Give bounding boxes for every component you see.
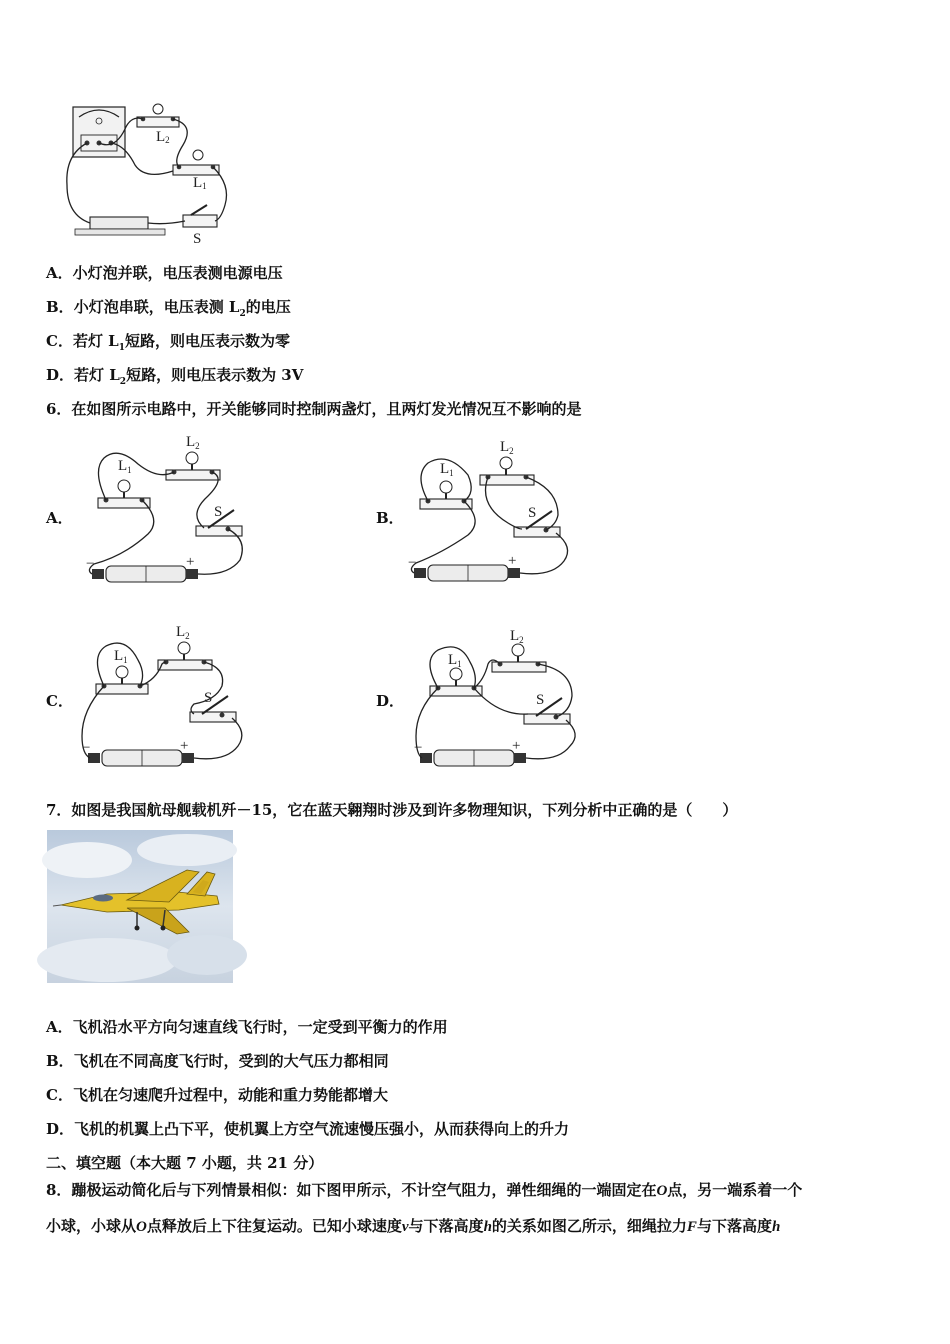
q5-option-a: A．小灯泡并联，电压表测电源电压 xyxy=(46,264,283,282)
q7-option-c: C．飞机在匀速爬升过程中，动能和重力势能都增大 xyxy=(46,1086,388,1104)
label-minus: − xyxy=(82,740,91,756)
label-s: S xyxy=(214,504,223,520)
q7-option-b: B．飞机在不同高度飞行时，受到的大气压力都相同 xyxy=(46,1052,389,1070)
label-minus: − xyxy=(86,556,95,572)
q6-option-b-label: B． xyxy=(376,509,404,527)
label-minus: − xyxy=(408,555,417,571)
q6-stem: 6．在如图所示电路中，开关能够同时控制两盏灯，且两灯发光情况互不影响的是 xyxy=(46,400,582,418)
q6-option-a-label: A． xyxy=(46,509,73,527)
label-l2: $L_2$ xyxy=(500,439,514,456)
lamp-bulb-icon xyxy=(450,668,462,680)
q5-option-b: B．小灯泡串联，电压表测 $L_2$的电压 xyxy=(46,298,291,319)
q6-option-d-label: D． xyxy=(376,692,405,710)
lamp-bulb-icon xyxy=(193,150,203,160)
label-s: S xyxy=(528,505,537,521)
label-minus: − xyxy=(414,740,423,756)
q6-circuit-b xyxy=(398,435,588,595)
q5-switch xyxy=(183,215,217,227)
q5-circuit-figure xyxy=(55,95,245,245)
q5-label-l1: L1 xyxy=(193,175,207,191)
label-l2: $L_2$ xyxy=(510,628,524,645)
q6-circuit-a xyxy=(78,430,258,595)
q5-label-l2: L2 xyxy=(156,129,170,145)
label-s: S xyxy=(536,692,545,708)
label-plus: + xyxy=(180,738,189,754)
q7-stem: 7．如图是我国航母舰载机歼－15，它在蓝天翱翔时涉及到许多物理知识，下列分析中正确的是（ ） xyxy=(46,801,738,819)
switch-board xyxy=(524,714,570,724)
q7-option-a: A．飞机沿水平方向匀速直线飞行时，一定受到平衡力的作用 xyxy=(46,1018,448,1036)
label-l2: $L_2$ xyxy=(186,434,200,451)
label-l1: $L_1$ xyxy=(114,648,128,665)
q7-jet-photo xyxy=(47,830,233,983)
label-l1: $L_1$ xyxy=(118,458,132,475)
label-l2: $L_2$ xyxy=(176,624,190,641)
lamp-bulb-icon xyxy=(500,457,512,469)
lamp-bulb-icon xyxy=(118,480,130,492)
label-s: S xyxy=(204,690,213,706)
q6-option-c-label: C． xyxy=(46,692,73,710)
q8-line-2: 小球，小球从O点释放后上下往复运动。已知小球速度v与下落高度h的关系如图乙所示，细绳拉力F与下落高度h xyxy=(46,1217,781,1235)
q5-label-s: S xyxy=(193,231,202,247)
q8-line-1: 8．蹦极运动简化后与下列情景相似：如下图甲所示，不计空气阻力，弹性细绳的一端固定在O点，另一端系着一个 xyxy=(46,1181,803,1199)
label-l1: $L_1$ xyxy=(448,652,462,669)
lamp-bulb-icon xyxy=(153,104,163,114)
label-plus: + xyxy=(508,553,517,569)
q5-option-d: D．若灯 $L_2$短路，则电压表示数为 3V xyxy=(46,366,304,387)
lamp-bulb-icon xyxy=(186,452,198,464)
lamp-bulb-icon xyxy=(116,666,128,678)
q5-option-c: C．若灯 $L_1$短路，则电压表示数为零 xyxy=(46,332,291,353)
lamp-bulb-icon xyxy=(512,644,524,656)
switch-board xyxy=(190,712,236,722)
label-l1: $L_1$ xyxy=(440,461,454,478)
label-plus: + xyxy=(512,738,521,754)
q6-circuit-c xyxy=(76,620,256,780)
lamp-bulb-icon xyxy=(178,642,190,654)
label-plus: + xyxy=(186,554,195,570)
q6-circuit-d xyxy=(408,626,588,781)
q7-option-d: D．飞机的机翼上凸下平，使机翼上方空气流速慢压强小，从而获得向上的升力 xyxy=(46,1120,570,1138)
section-heading: 二、填空题（本大题 7 小题，共 21 分） xyxy=(46,1154,324,1172)
battery xyxy=(90,217,148,229)
lamp-bulb-icon xyxy=(440,481,452,493)
